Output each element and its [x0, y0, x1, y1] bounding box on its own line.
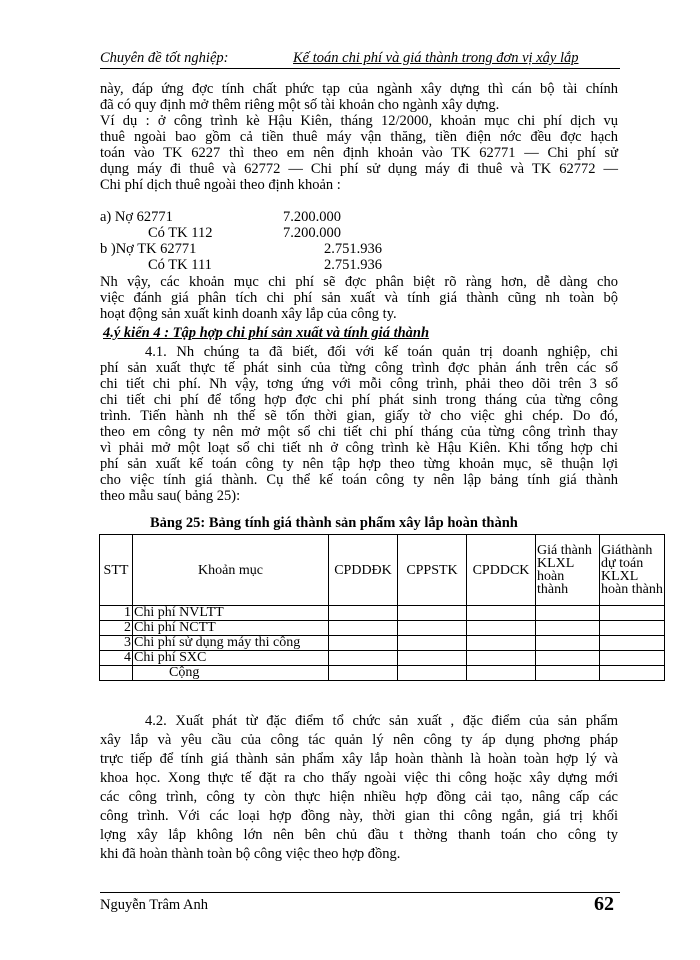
- text-line: công trình. Với các loại hợp đồng này, thời gian thi công ngắn, giá trị khối: [100, 808, 618, 824]
- text-line: chi tiết chi phí. Nh vậy, tơng ứng với mỗi công trình, phải theo dõi trên 3 sổ: [100, 376, 618, 392]
- header-gia-thanh-du-toan: Giáthành dự toán KLXL hoàn thành: [600, 535, 665, 606]
- row-stt: 2: [100, 621, 133, 636]
- table-cell: [536, 606, 600, 621]
- entry-label: b )Nợ TK 62771: [100, 241, 197, 257]
- paragraph-conclusion: [100, 274, 618, 322]
- table-cell: [600, 606, 665, 621]
- header-title: Kế toán chi phí và giá thành trong đơn vị xây lắp: [293, 50, 579, 66]
- text-line: vì phải mở một loạt sổ chi tiết nh ở công trình kè Hậu Kiên. Khi tổng hợp chi: [100, 440, 618, 456]
- page-header: [100, 50, 620, 68]
- table-cell: [536, 636, 600, 651]
- text-line: trình. Tiến hành nh thế sẽ tốn thời gian, giấy tờ cho việc ghi chép. Do đó,: [100, 408, 618, 424]
- table-cell: [600, 621, 665, 636]
- table-cell: [467, 636, 536, 651]
- entry-amount: 2.751.936: [324, 257, 382, 273]
- text-line: khi đã hoàn thành toàn bộ công việc theo hợp đồng.: [100, 846, 401, 862]
- row-name: Chi phí NCTT: [133, 621, 329, 636]
- table-row: [100, 651, 665, 666]
- table-cell: [467, 651, 536, 666]
- table-header-row: [100, 535, 665, 606]
- header-rule: [100, 68, 620, 69]
- row-stt: 3: [100, 636, 133, 651]
- table-cell: [398, 666, 467, 681]
- text-line: lợng xây lắp không lớn nên bên chủ đầu t thờng thanh toán cho công ty: [100, 827, 618, 843]
- entry-amount: 2.751.936: [324, 241, 382, 257]
- table-row: [100, 621, 665, 636]
- header-cppstk: CPPSTK: [398, 535, 467, 606]
- text-line: khoa học. Xong thực tế đặt ra cho thấy ngoài việc thi công hoặc xây dựng mới: [100, 770, 618, 786]
- table-row: [100, 636, 665, 651]
- header-cpdddk: CPDDĐK: [329, 535, 398, 606]
- table-cell: [398, 651, 467, 666]
- table-cell: [467, 621, 536, 636]
- text-line: dụng máy đi thuê và 62772 — Chi phí sử dụng máy đi thuê và TK 62772 —: [100, 161, 618, 177]
- row-name: Chi phí NVLTT: [133, 606, 329, 621]
- page-number: 62: [594, 893, 614, 915]
- footer-author: Nguyễn Trâm Anh: [100, 897, 208, 913]
- table-cell: [398, 636, 467, 651]
- row-name: Chi phí SXC: [133, 651, 329, 666]
- table-caption: Bảng 25: Bảng tính giá thành sản phẩm xây lắp hoàn thành: [150, 515, 518, 531]
- header-khoan-muc: Khoản mục: [133, 535, 329, 606]
- text-line: toán vào TK 6227 thì theo em nên định khoản vào TK 62771 — Chi phí sử: [100, 145, 618, 161]
- table-cell: [398, 606, 467, 621]
- row-name: Chi phí sử dụng máy thi công: [133, 636, 329, 651]
- table-cell: [329, 651, 398, 666]
- text-line: thuê ngoài bao gồm cả tiền thuê máy vận thăng, tiền điện nớc đều đợc hạch: [100, 129, 618, 145]
- table-cell: [536, 621, 600, 636]
- row-stt: 4: [100, 651, 133, 666]
- row-name: Cộng: [133, 666, 329, 681]
- text-line: 4.2. Xuất phát từ đặc điểm tổ chức sản xuất , đặc điểm của sản phẩm: [145, 713, 618, 729]
- footer-rule: [100, 892, 620, 893]
- text-line: xây lắp và yêu cầu của công tác quản lý nên công ty áp dụng phơng pháp: [100, 732, 618, 748]
- table-cell: [398, 621, 467, 636]
- table-cell: [536, 651, 600, 666]
- paragraph-intro: [100, 81, 618, 193]
- paragraph-4-1: [100, 344, 618, 504]
- text-line: theo em công ty nên mở một sổ chi tiết chi phí tháng của từng công trình thay: [100, 424, 618, 440]
- entry-amount: 7.200.000: [283, 225, 341, 241]
- text-line: Ví dụ : ở công trình kè Hậu Kiên, tháng 12/2000, khoản mục chi phí dịch vụ: [100, 113, 618, 129]
- table-cell: [329, 636, 398, 651]
- header-label: Chuyên đề tốt nghiệp:: [100, 50, 229, 66]
- entry-label: Có TK 112: [148, 225, 213, 241]
- entry-amount: 7.200.000: [283, 209, 341, 225]
- entry-label: a) Nợ 62771: [100, 209, 173, 225]
- text-line: này, đáp ứng đợc tính chất phức tạp của ngành xây dựng thì cán bộ tài chính: [100, 81, 618, 97]
- header-gia-thanh-klxl: Giá thành KLXL hoàn thành: [536, 535, 600, 606]
- text-line: đã có quy định mở thêm riêng một số tài khoản cho ngành xây dựng.: [100, 97, 500, 113]
- row-stt: [100, 666, 133, 681]
- header-stt: STT: [100, 535, 133, 606]
- table-cell: [329, 666, 398, 681]
- table-cell: [536, 666, 600, 681]
- paragraph-4-2: [100, 712, 618, 864]
- text-line: Nh vậy, các khoản mục chi phí sẽ đợc phân biệt rõ ràng hơn, dễ dàng cho: [100, 274, 618, 290]
- text-line: cho việc tính giá thành. Cụ thể kế toán công ty nên lập bảng tính giá thành: [100, 472, 618, 488]
- text-line: 4.1. Nh chúng ta đã biết, đối với kế toán quản trị doanh nghiệp, chi: [145, 344, 618, 360]
- table-cell: [329, 621, 398, 636]
- header-cpddck: CPDDCK: [467, 535, 536, 606]
- text-line: chi tiết chi phí để tổng hợp đợc chi phí phát sinh trong tháng của từng công: [100, 392, 618, 408]
- table-cell: [467, 666, 536, 681]
- text-line: phí sản xuất thực tế phát sinh của từng công trình đợc phản ánh trên các sổ: [100, 360, 618, 376]
- section-title: 4.ý kiến 4 : Tập hợp chi phí sản xuất và tính giá thành: [103, 325, 430, 341]
- table-cell: [329, 606, 398, 621]
- table-cell: [600, 651, 665, 666]
- entry-label: Có TK 111: [148, 257, 212, 273]
- text-line: hoạt động sản xuất kinh doanh xây lắp của công ty.: [100, 306, 397, 322]
- table-cell: [600, 636, 665, 651]
- table-cell: [467, 606, 536, 621]
- text-line: phí sản xuất kế toán công ty nên tập hợp theo từng khoản mục, sẽ thuận lợi: [100, 456, 618, 472]
- table-cell: [600, 666, 665, 681]
- table-row: [100, 606, 665, 621]
- text-line: trực tiếp để tính giá thành sản phẩm xây lắp hoàn thành là hoàn toàn hợp lý và: [100, 751, 618, 767]
- text-line: việc đánh giá phân tích chi phí sản xuất và tính giá thành cũng nh toàn bộ: [100, 290, 618, 306]
- cost-table: [99, 534, 665, 681]
- row-stt: 1: [100, 606, 133, 621]
- table-total-row: [100, 666, 665, 681]
- text-line: theo mẫu sau( bảng 25):: [100, 488, 241, 504]
- text-line: các công trình, công ty còn thực hiện nhiều hợp đồng cải tạo, nâng cấp các: [100, 789, 618, 805]
- text-line: Chi phí dịch thuê ngoài theo định khoản :: [100, 177, 341, 193]
